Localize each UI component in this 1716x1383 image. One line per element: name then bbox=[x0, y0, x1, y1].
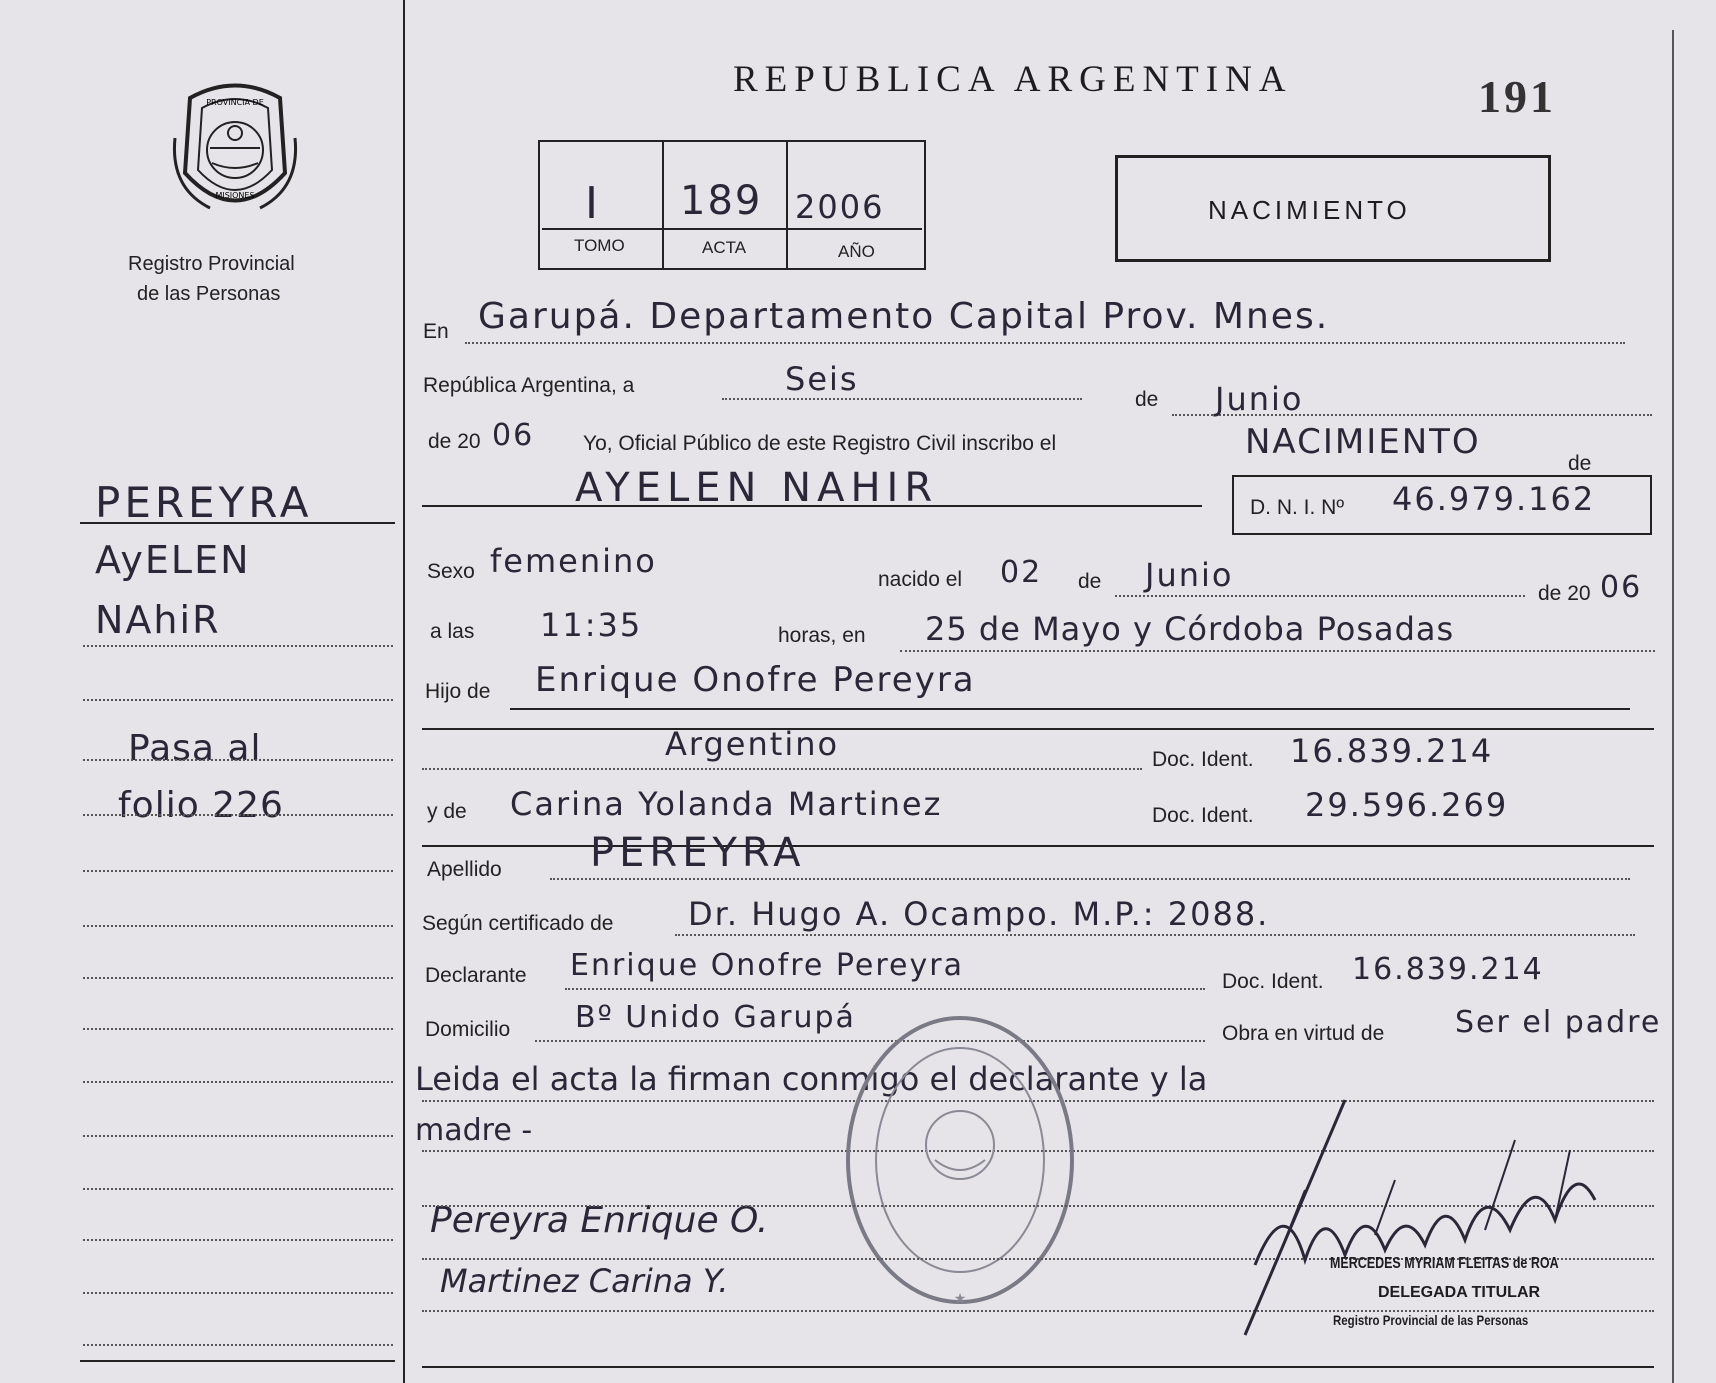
father-nationality-line bbox=[422, 768, 1142, 770]
by-virtue-value: Ser el padre bbox=[1455, 1005, 1662, 1040]
seal-bottom-text: MISIONES bbox=[215, 191, 255, 200]
signature-father: Pereyra Enrique O. bbox=[430, 1200, 769, 1241]
margin-given-name-1: AyELEN bbox=[95, 538, 251, 582]
dni-value: 46.979.162 bbox=[1392, 480, 1596, 518]
label-en: En bbox=[423, 320, 449, 343]
label-republica: República Argentina, a bbox=[423, 374, 635, 397]
bottom-rule bbox=[422, 1366, 1654, 1368]
ano-label: AÑO bbox=[838, 242, 875, 261]
tomo-value: I bbox=[585, 178, 600, 229]
seal-top-text: PROVINCIA DE bbox=[206, 98, 264, 107]
coat-of-arms-seal bbox=[170, 78, 300, 223]
folio-number: 191 bbox=[1478, 71, 1556, 122]
father-nationality-value: Argentino bbox=[665, 725, 840, 763]
ano-value: 2006 bbox=[795, 188, 885, 226]
margin-note-line2: folio 226 bbox=[118, 785, 284, 826]
birth-month-line bbox=[1115, 595, 1525, 597]
label-sexo: Sexo bbox=[427, 560, 475, 583]
label-declarante: Declarante bbox=[425, 964, 527, 987]
surname-line bbox=[550, 878, 1630, 880]
day-line bbox=[722, 398, 1082, 400]
label-yde: y de bbox=[427, 800, 467, 823]
birth-year-suffix-value: 06 bbox=[1600, 570, 1643, 605]
label-de: de bbox=[1135, 388, 1159, 411]
label-de-end: de bbox=[1568, 452, 1592, 475]
right-border bbox=[1672, 30, 1674, 1383]
declarant-doc-value: 16.839.214 bbox=[1352, 952, 1544, 987]
official-signature bbox=[1225, 1080, 1645, 1350]
label-segun: Según certificado de bbox=[422, 912, 614, 935]
day-word-value: Seis bbox=[785, 360, 859, 398]
tomo-label: TOMO bbox=[574, 236, 625, 255]
act-type-value: NACIMIENTO bbox=[1245, 422, 1481, 462]
father-line bbox=[510, 708, 1630, 710]
father-value: Enrique Onofre Pereyra bbox=[535, 660, 976, 700]
certificate-value: Dr. Hugo A. Ocampo. M.P.: 2088. bbox=[688, 895, 1270, 933]
official-stamp bbox=[840, 1010, 1080, 1310]
label-de20b: de 20 bbox=[1538, 582, 1591, 605]
label-obra: Obra en virtud de bbox=[1222, 1022, 1385, 1045]
label-de-mid: de bbox=[1078, 570, 1102, 593]
closing-line-1: Leida el acta la firman conmigo el declarante y la bbox=[415, 1060, 1208, 1098]
acta-box-divider-1 bbox=[662, 140, 664, 270]
registry-name-line1: Registro Provincial bbox=[128, 253, 295, 275]
place-line bbox=[465, 342, 1625, 344]
certificate-line bbox=[675, 934, 1635, 936]
label-apellido: Apellido bbox=[427, 858, 502, 881]
birth-place-value: 25 de Mayo y Córdoba Posadas bbox=[925, 610, 1455, 648]
registry-name-line2: de las Personas bbox=[137, 283, 281, 305]
label-domicilio: Domicilio bbox=[425, 1018, 511, 1041]
label-doc3: Doc. Ident. bbox=[1222, 970, 1324, 993]
declarant-value: Enrique Onofre Pereyra bbox=[570, 948, 964, 983]
label-hijo: Hijo de bbox=[425, 680, 491, 703]
svg-text:★: ★ bbox=[953, 1291, 967, 1307]
father-line-2 bbox=[422, 728, 1654, 730]
birth-month-value: Junio bbox=[1145, 556, 1234, 594]
signature-mother: Martinez Carina Y. bbox=[440, 1262, 729, 1300]
place-value: Garupá. Departamento Capital Prov. Mnes. bbox=[478, 296, 1330, 337]
label-doc2: Doc. Ident. bbox=[1152, 804, 1254, 827]
margin-surname-underline bbox=[80, 522, 395, 524]
official-title: DELEGADA TITULAR bbox=[1378, 1284, 1541, 1301]
label-horas: horas, en bbox=[778, 624, 866, 647]
label-de20: de 20 bbox=[428, 430, 481, 453]
label-alas: a las bbox=[430, 620, 475, 643]
sex-value: femenino bbox=[490, 542, 657, 580]
label-nacido: nacido el bbox=[878, 568, 963, 591]
record-type-label: NACIMIENTO bbox=[1208, 195, 1411, 225]
label-doc1: Doc. Ident. bbox=[1152, 748, 1254, 771]
label-yo: Yo, Oficial Público de este Registro Civil inscribo el bbox=[583, 432, 1057, 455]
mother-value: Carina Yolanda Martinez bbox=[510, 785, 943, 823]
mother-doc-value: 29.596.269 bbox=[1305, 786, 1509, 824]
birth-place-line bbox=[900, 650, 1655, 652]
acta-box-divider-2 bbox=[786, 140, 788, 270]
birth-day-value: 02 bbox=[1000, 555, 1043, 590]
official-office: Registro Provincial de las Personas bbox=[1333, 1312, 1529, 1328]
margin-given-name-2: NAhiR bbox=[95, 598, 221, 642]
time-value: 11:35 bbox=[540, 606, 643, 644]
month-value: Junio bbox=[1215, 380, 1304, 418]
acta-value: 189 bbox=[680, 178, 763, 224]
address-value: Bº Unido Garupá bbox=[575, 1000, 856, 1035]
label-dni: D. N. I. Nº bbox=[1250, 496, 1345, 519]
closing-line-2: madre - bbox=[415, 1113, 533, 1148]
year-suffix-value: 06 bbox=[492, 418, 535, 453]
margin-note-line1: Pasa al bbox=[128, 728, 262, 769]
surname-value: PEREYRA bbox=[590, 830, 806, 876]
declarant-line bbox=[565, 988, 1205, 990]
margin-surname: PEREYRA bbox=[95, 478, 313, 527]
father-doc-value: 16.839.214 bbox=[1290, 732, 1494, 770]
official-name: MERCEDES MYRIAM FLEITAS de ROA bbox=[1330, 1255, 1559, 1272]
child-name-value: AYELEN NAHIR bbox=[575, 465, 939, 511]
acta-label: ACTA bbox=[702, 238, 747, 257]
column-divider bbox=[403, 0, 405, 1383]
country-heading: REPUBLICA ARGENTINA bbox=[733, 59, 1293, 100]
